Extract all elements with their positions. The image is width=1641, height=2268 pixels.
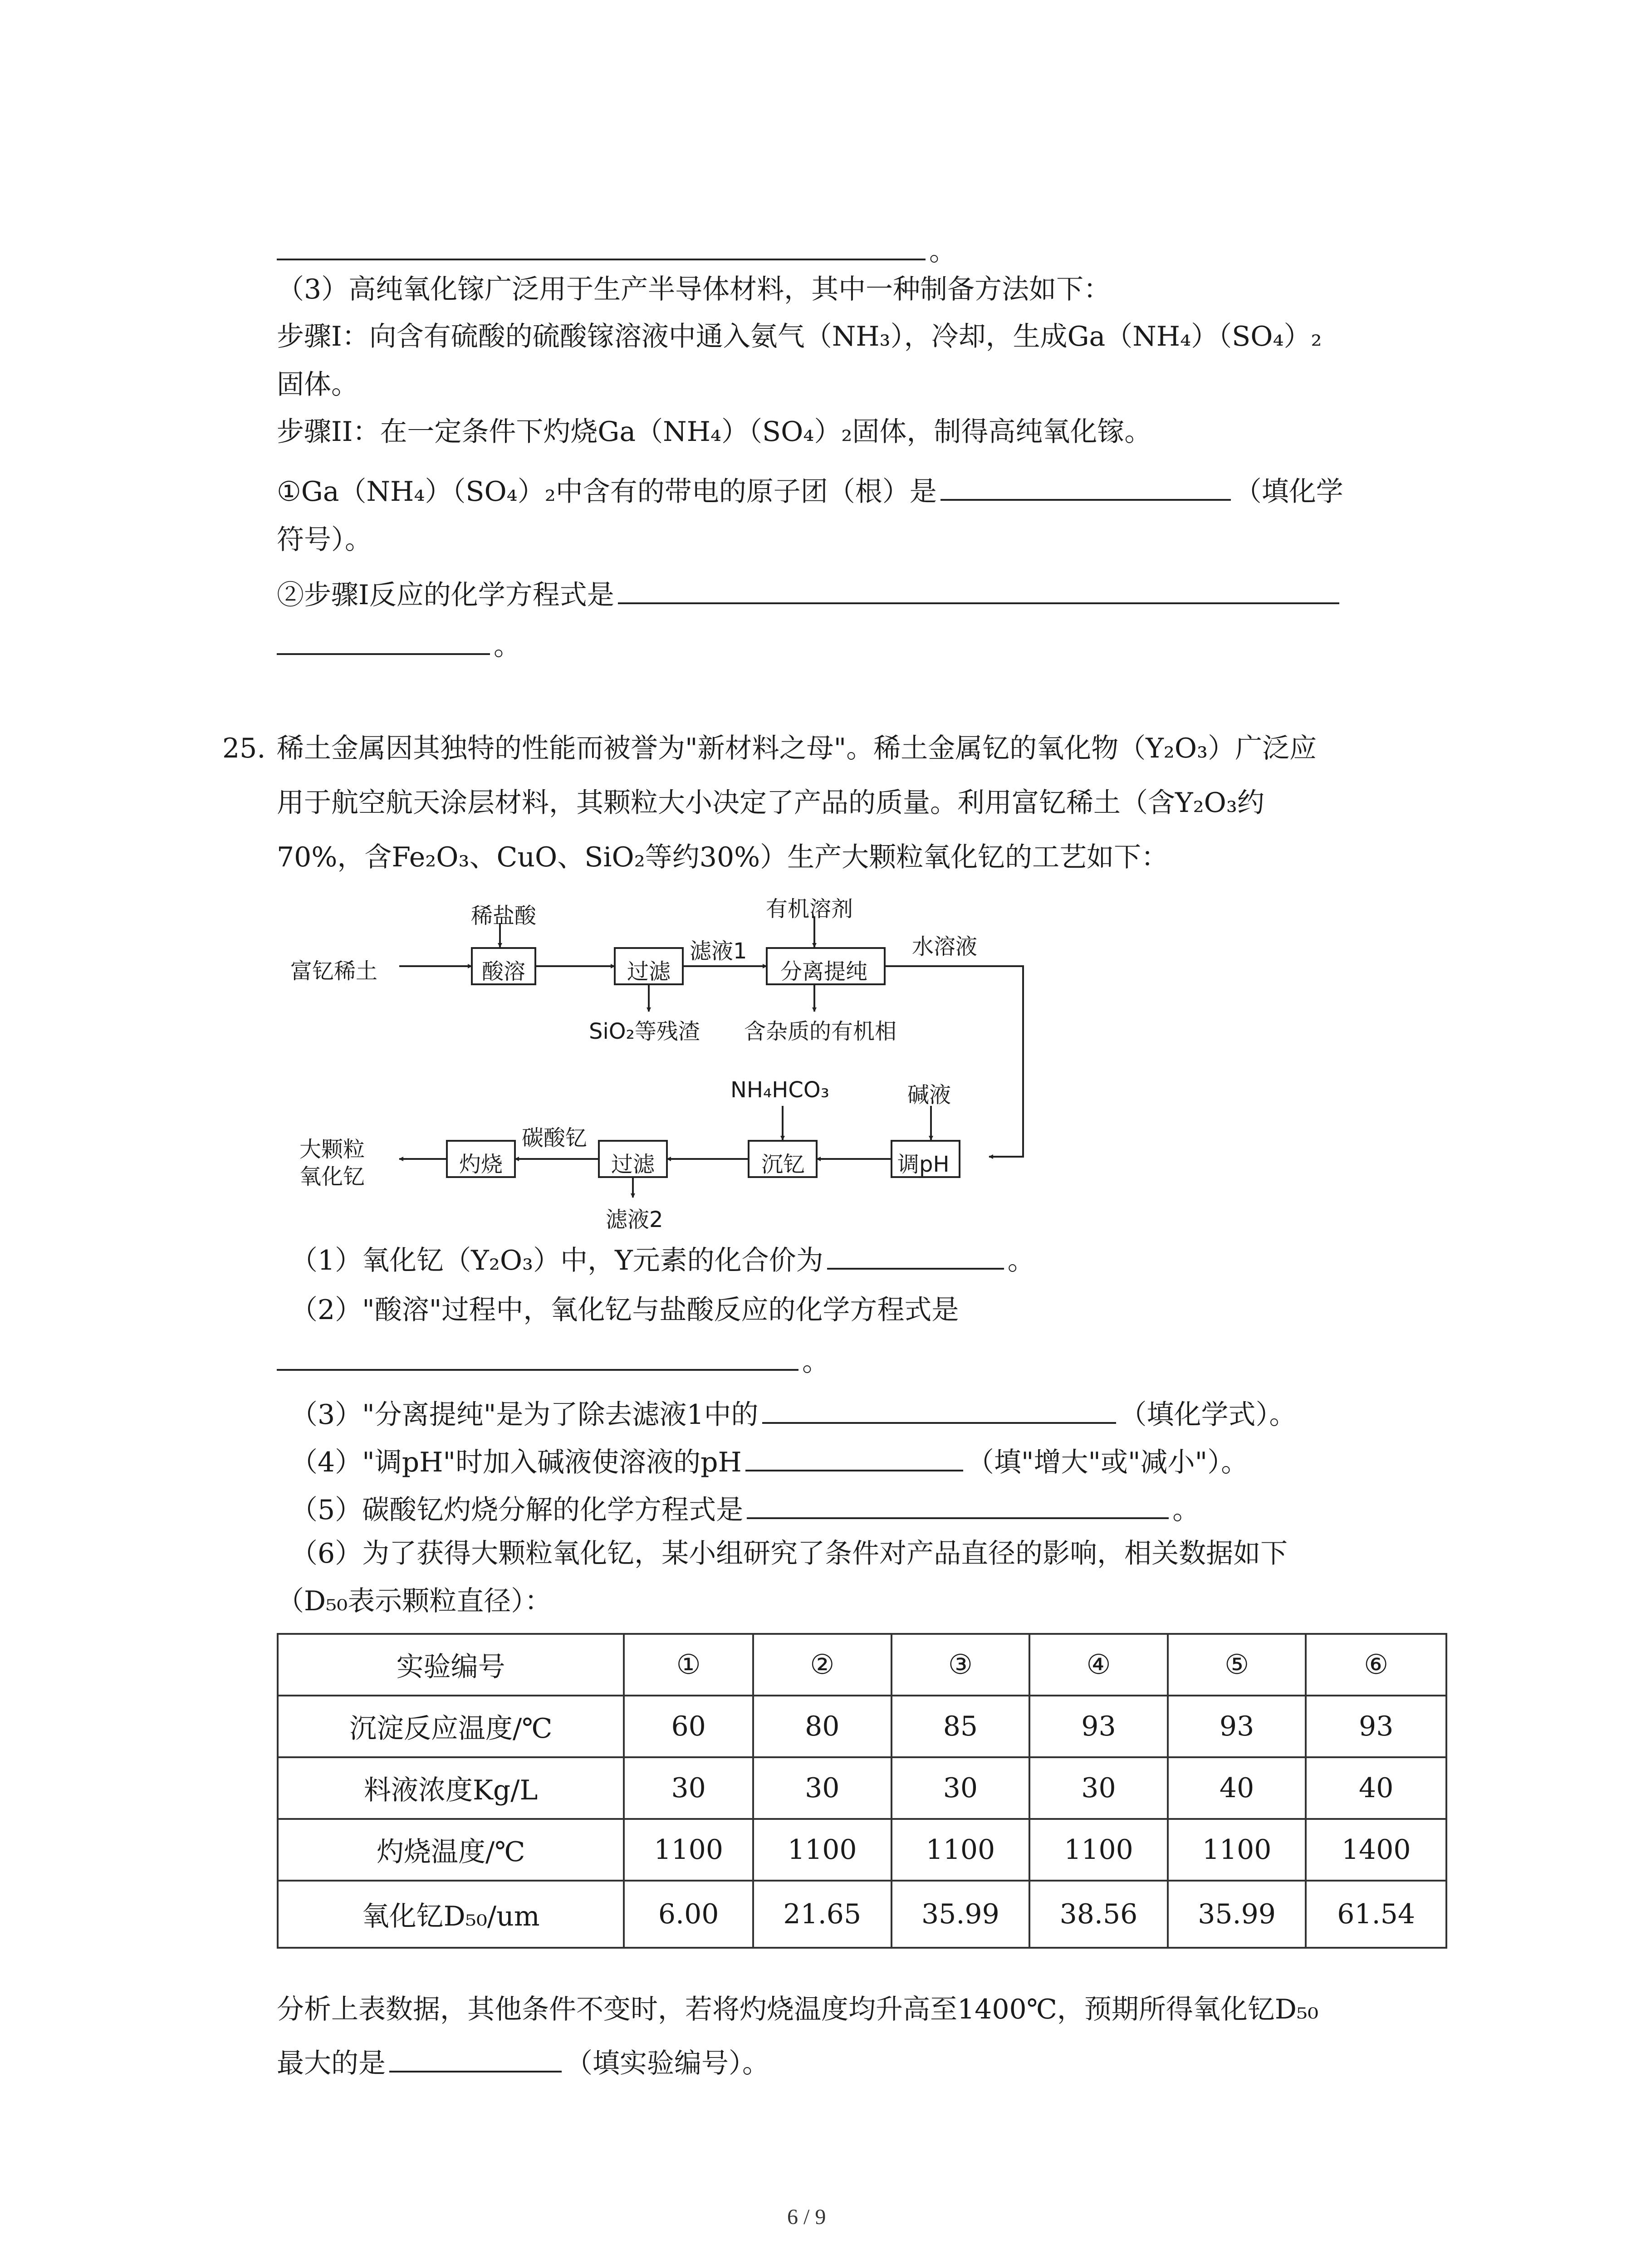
table-cell: 35.99 (1168, 1881, 1306, 1948)
q25-line3: 70%，含Fe₂O₃、CuO、SiO₂等约30%）生产大颗粒氧化钇的工艺如下： (277, 841, 1169, 873)
table-cell: 40 (1168, 1757, 1306, 1819)
flow-start: 富钇稀土 (290, 958, 378, 984)
q25-p1: （1）氧化钇（Y₂O₃）中，Y元素的化合价为 。 (290, 1245, 1035, 1276)
table-cell: 93 (1168, 1696, 1306, 1757)
q25-p3: （3）"分离提纯"是为了除去滤液1中的 （填化学式）。 (290, 1399, 1297, 1431)
table-cell: 6.00 (624, 1881, 753, 1948)
flow-box-acid: 酸溶 (482, 959, 526, 984)
q25-analysis-a: 分析上表数据，其他条件不变时，若将灼烧温度均升高至1400℃，预期所得氧化钇D₅₀ (277, 1994, 1319, 2025)
table-cell: 氧化钇D₅₀/um (278, 1881, 624, 1948)
flow-filtrate1: 滤液1 (690, 938, 747, 964)
table-cell: 40 (1306, 1757, 1446, 1819)
table-cell: 1400 (1306, 1819, 1446, 1881)
table-cell: 30 (892, 1757, 1030, 1819)
table-cell: 1100 (1168, 1819, 1306, 1881)
answer-blank[interactable] (762, 1399, 1116, 1424)
table-cell: 料液浓度Kg/L (278, 1757, 624, 1819)
flow-alkali: 碱液 (907, 1082, 951, 1108)
flow-box-precip: 沉钇 (761, 1152, 805, 1177)
table-header: ① (624, 1634, 753, 1696)
table-cell: 30 (1029, 1757, 1168, 1819)
page-number: 6 / 9 (787, 2205, 826, 2229)
table-cell: 30 (624, 1757, 753, 1819)
period: 。 (929, 235, 956, 267)
table-cell: 21.65 (753, 1881, 892, 1948)
table-header: ⑤ (1168, 1634, 1306, 1696)
flow-nh4hco3: NH₄HCO₃ (730, 1077, 829, 1103)
q25-p5: （5）碳酸钇灼烧分解的化学方程式是 。 (290, 1494, 1200, 1526)
flow-filtrate2: 滤液2 (606, 1207, 663, 1232)
table-cell: 85 (892, 1696, 1030, 1757)
answer-blank[interactable] (747, 1495, 1169, 1519)
q24-3-step1-a: 步骤I：向含有硫酸的硫酸镓溶液中通入氨气（NH₃），冷却，生成Ga（NH₄）（SO₄）₂ (277, 321, 1322, 352)
answer-blank[interactable] (827, 1245, 1004, 1270)
flow-product-a: 大颗粒 (299, 1137, 365, 1162)
q25-number: 25. (222, 733, 266, 764)
flow-organic: 有机溶剂 (766, 896, 853, 922)
table-cell: 93 (1029, 1696, 1168, 1757)
flow-aqueous: 水溶液 (912, 934, 978, 959)
table-header: ② (753, 1634, 892, 1696)
flow-box-filter2: 过滤 (611, 1152, 655, 1177)
table-cell: 沉淀反应温度/℃ (278, 1696, 624, 1757)
q25-p2: （2）"酸溶"过程中，氧化钇与盐酸反应的化学方程式是 (290, 1294, 959, 1326)
table-header: ③ (892, 1634, 1030, 1696)
flow-acid-label: 稀盐酸 (471, 903, 537, 929)
table-header: ⑥ (1306, 1634, 1446, 1696)
table-cell: 1100 (624, 1819, 753, 1881)
table-cell: 1100 (753, 1819, 892, 1881)
table-header: ④ (1029, 1634, 1168, 1696)
arrow-aqueous (885, 966, 1023, 1157)
flow-carbonate: 碳酸钇 (522, 1125, 588, 1151)
table-row (278, 1819, 1446, 1881)
table-cell: 61.54 (1306, 1881, 1446, 1948)
q24-3-sub1-cont: 符号）。 (277, 524, 372, 556)
table-header-row (278, 1634, 1446, 1696)
q24-3-sub2: ②步骤I反应的化学方程式是 (277, 580, 1343, 609)
table-cell: 1100 (1029, 1819, 1168, 1881)
q24-3-sub2-cont: 。 (277, 631, 521, 660)
q25-line2: 用于航空航天涂层材料，其颗粒大小决定了产品的质量。利用富钇稀土（含Y₂O₃约 (277, 787, 1264, 819)
q25-p4: （4）"调pH"时加入碱液使溶液的pH （填"增大"或"减小"）。 (290, 1447, 1249, 1478)
table-cell: 38.56 (1029, 1881, 1168, 1948)
q25-analysis-b: 最大的是 （填实验编号）。 (277, 2048, 769, 2079)
table-cell: 1100 (892, 1819, 1030, 1881)
table-cell: 灼烧温度/℃ (278, 1819, 624, 1881)
flow-box-filter1: 过滤 (627, 959, 671, 984)
table-row (278, 1757, 1446, 1819)
answer-blank[interactable] (745, 1447, 963, 1471)
flow-box-separate: 分离提纯 (780, 959, 868, 984)
answer-blank[interactable] (277, 1346, 798, 1371)
q25-p6-b: （D₅₀表示颗粒直径）： (277, 1585, 552, 1617)
q24-3-sub1: ①Ga（NH₄）（SO₄）₂中含有的带电的原子团（根）是 （填化学 (277, 476, 1343, 508)
flow-residue: SiO₂等残渣 (589, 1019, 700, 1044)
table-cell: 93 (1306, 1696, 1446, 1757)
flow-box-calcine: 灼烧 (459, 1152, 503, 1177)
table-cell: 80 (753, 1696, 892, 1757)
experiment-table (277, 1633, 1447, 1949)
table-cell: 30 (753, 1757, 892, 1819)
table-row (278, 1881, 1446, 1948)
flow-product-b: 氧化钇 (299, 1164, 365, 1189)
table-row (278, 1696, 1446, 1757)
q24-3-step1-b: 固体。 (277, 369, 358, 401)
flow-organic-phase: 含杂质的有机相 (744, 1019, 897, 1044)
q25-p2-cont: 。 (277, 1346, 829, 1375)
q24-3-intro: （3）高纯氧化镓广泛用于生产半导体材料，其中一种制备方法如下： (277, 274, 1111, 305)
q25-line1: 稀土金属因其独特的性能而被誉为"新材料之母"。稀土金属钇的氧化物（Y₂O₃）广泛应 (277, 733, 1317, 764)
table-header: 实验编号 (278, 1634, 624, 1696)
table-cell: 35.99 (892, 1881, 1030, 1948)
table-cell: 60 (624, 1696, 753, 1757)
q25-p6-a: （6）为了获得大颗粒氧化钇，某小组研究了条件对产品直径的影响，相关数据如下 (290, 1538, 1288, 1569)
answer-blank[interactable] (389, 2048, 562, 2072)
q24-3-step2: 步骤II：在一定条件下灼烧Ga（NH₄）（SO₄）₂固体，制得高纯氧化镓。 (277, 416, 1152, 448)
flow-box-adjust: 调pH (897, 1152, 950, 1177)
